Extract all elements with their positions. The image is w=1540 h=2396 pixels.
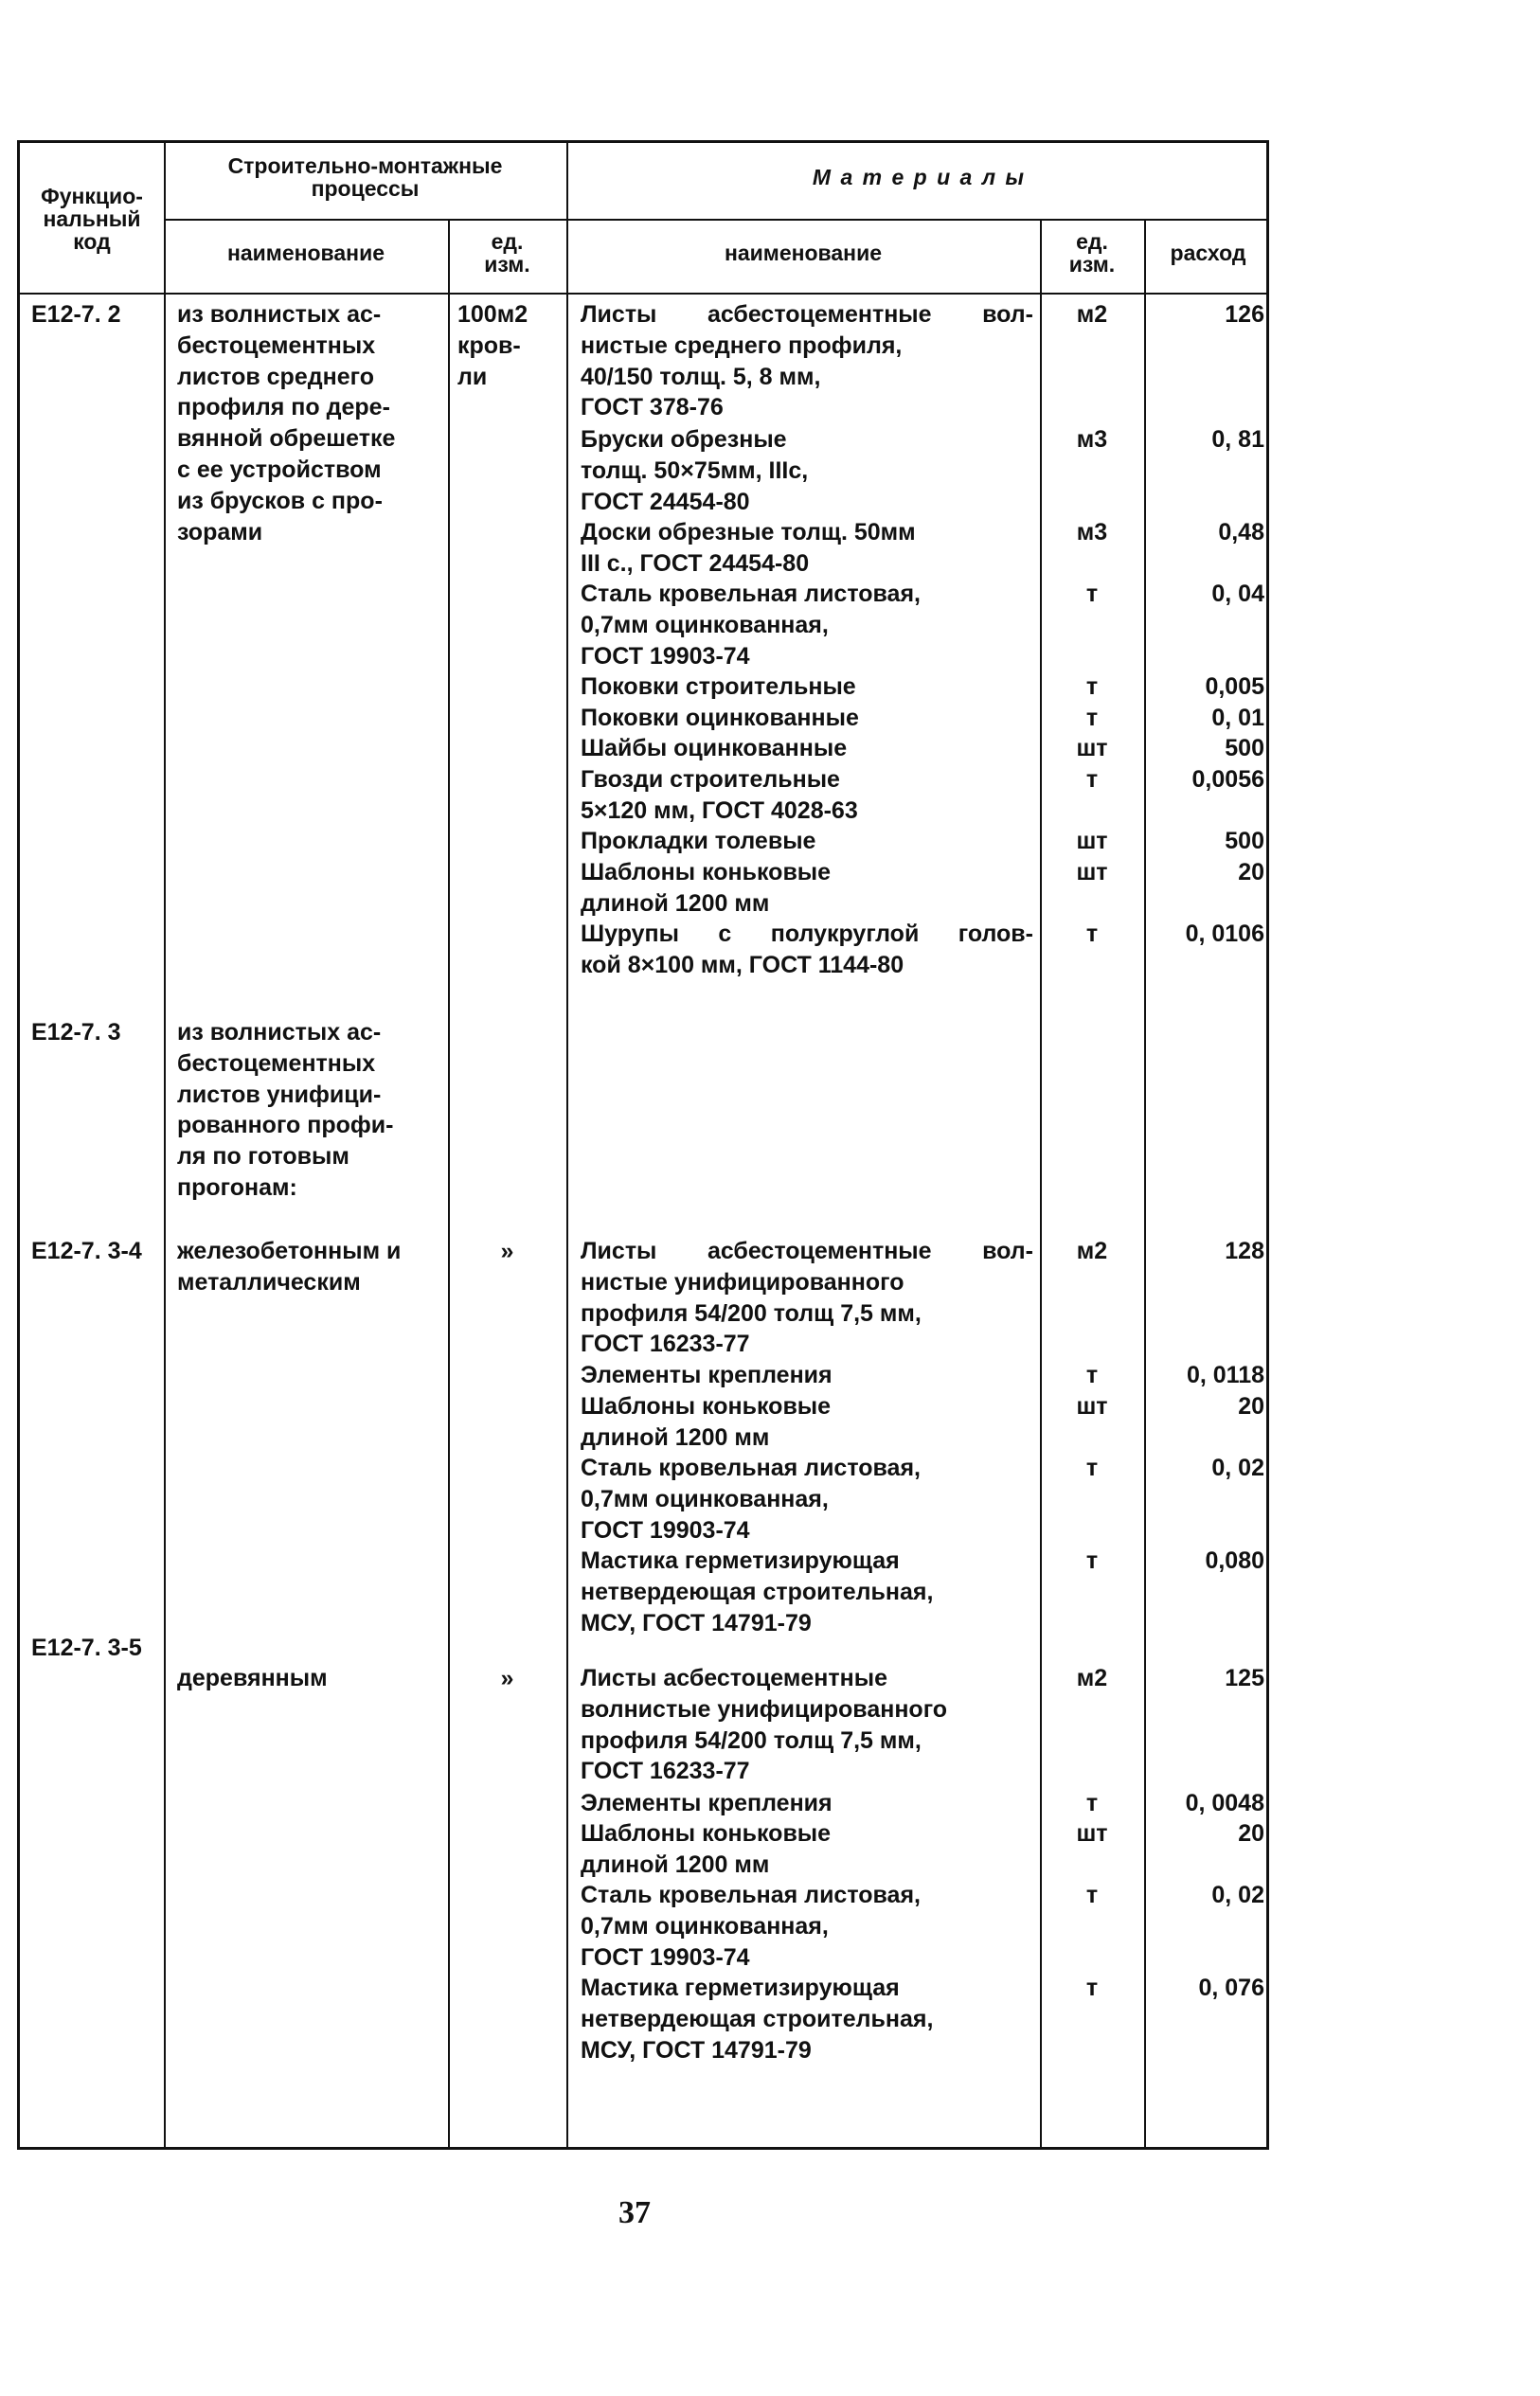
material-unit: шт xyxy=(1076,1393,1108,1420)
material-consumption: 126 xyxy=(1225,301,1264,328)
material-name-line: 5×120 мм, ГОСТ 4028-63 xyxy=(581,796,858,824)
material-unit: шт xyxy=(1076,1820,1108,1847)
material-name-line: Листы асбестоцементные xyxy=(581,1665,887,1691)
material-unit: шт xyxy=(1076,828,1108,854)
column-divider xyxy=(164,143,166,2147)
material-unit: шт xyxy=(1076,735,1108,761)
material-name-line: Поковки оцинкованные xyxy=(581,705,859,731)
material-name-line: Мастика герметизирующая xyxy=(581,1547,900,1574)
material-consumption: 20 xyxy=(1238,1393,1264,1420)
func-code: Е12-7. 2 xyxy=(31,301,121,328)
process-unit: 100м2 кров- ли xyxy=(457,301,528,390)
material-unit: т xyxy=(1085,921,1099,947)
material-name-line: Поковки строительные xyxy=(581,673,856,700)
material-consumption: 0, 0048 xyxy=(1185,1790,1264,1816)
material-name-line: профиля 54/200 толщ 7,5 мм, xyxy=(581,1726,922,1754)
material-name-line: Бруски обрезные xyxy=(581,426,787,453)
material-consumption: 0, 81 xyxy=(1211,426,1264,453)
material-name-line: Шайбы оцинкованные xyxy=(581,735,848,761)
material-unit: м3 xyxy=(1076,426,1108,453)
header-processes: Строительно-монтажные процессы xyxy=(227,153,503,201)
material-consumption: 0, 02 xyxy=(1211,1882,1264,1908)
material-consumption: 0,0056 xyxy=(1191,766,1264,793)
material-consumption: 500 xyxy=(1225,735,1264,761)
material-name-line: длиной 1200 мм xyxy=(581,1851,770,1878)
material-consumption: 0,005 xyxy=(1205,673,1264,700)
material-name-line: МСУ, ГОСТ 14791-79 xyxy=(581,2036,812,2064)
material-unit: т xyxy=(1085,1362,1099,1388)
process-name: из волнистых ас- бестоцементных листов унифици- рованного профи- ля по готовым прогонам: xyxy=(177,1019,394,1201)
material-name-line: волнистые унифицированного xyxy=(581,1695,948,1723)
material-name-line: длиной 1200 мм xyxy=(581,889,770,917)
material-name-line: 0,7мм оцинкованная, xyxy=(581,1485,829,1512)
material-name-line: Листы асбестоцементные вол- xyxy=(581,1238,1033,1264)
material-name-line: Шаблоны коньковые xyxy=(581,1393,832,1420)
column-divider xyxy=(566,143,568,2147)
material-name-line: нетвердеющая строительная, xyxy=(581,1578,934,1605)
material-unit: т xyxy=(1085,705,1099,731)
material-name-line: нистые среднего профиля, xyxy=(581,331,903,359)
material-name-line: ГОСТ 16233-77 xyxy=(581,1331,750,1358)
header-proc-name: наименование xyxy=(226,241,385,265)
material-consumption: 20 xyxy=(1238,859,1264,885)
material-consumption: 0, 0106 xyxy=(1185,921,1264,947)
material-consumption: 0,48 xyxy=(1218,519,1264,545)
process-name: деревянным xyxy=(177,1665,328,1691)
material-consumption: 0, 04 xyxy=(1211,581,1264,607)
header-func-code: Функцио- нальный код xyxy=(41,184,143,254)
material-unit: т xyxy=(1085,1455,1099,1481)
material-unit: м3 xyxy=(1076,519,1108,545)
material-unit: т xyxy=(1085,1790,1099,1816)
process-unit: » xyxy=(500,1665,514,1691)
process-unit: » xyxy=(500,1238,514,1264)
material-consumption: 0, 01 xyxy=(1211,705,1264,731)
header-divider xyxy=(164,219,1266,221)
material-name-line: Шаблоны коньковые xyxy=(581,1820,832,1847)
material-consumption: 0, 0118 xyxy=(1186,1362,1264,1388)
header-proc-unit: ед. изм. xyxy=(484,229,530,277)
material-name-line: ГОСТ 19903-74 xyxy=(581,1943,750,1971)
material-consumption: 0,080 xyxy=(1205,1547,1264,1574)
materials-table xyxy=(17,140,1269,2150)
material-name-line: ГОСТ 378-76 xyxy=(581,394,724,421)
material-consumption: 0, 076 xyxy=(1198,1975,1264,2001)
material-name-line: Шаблоны коньковые xyxy=(581,859,832,885)
material-name-line: 0,7мм оцинкованная, xyxy=(581,611,829,638)
material-name-line: ГОСТ 19903-74 xyxy=(581,642,750,670)
material-unit: м2 xyxy=(1076,1238,1108,1264)
material-name-line: Прокладки толевые xyxy=(581,828,816,854)
material-name-line: Сталь кровельная листовая, xyxy=(581,581,921,607)
material-consumption: 500 xyxy=(1225,828,1264,854)
material-name-line: ГОСТ 19903-74 xyxy=(581,1516,750,1544)
material-name-line: Элементы крепления xyxy=(581,1790,833,1816)
column-divider xyxy=(1144,219,1146,2147)
material-name-line: 40/150 толщ. 5, 8 мм, xyxy=(581,363,821,390)
material-name-line: Листы асбестоцементные вол- xyxy=(581,301,1033,328)
func-code: Е12-7. 3-5 xyxy=(31,1635,142,1661)
material-name-line: Гвозди строительные xyxy=(581,766,840,793)
header-mat-name: наименование xyxy=(724,241,883,265)
material-unit: т xyxy=(1085,1547,1099,1574)
material-unit: т xyxy=(1085,581,1099,607)
material-name-line: Мастика герметизирующая xyxy=(581,1975,900,2001)
material-unit: м2 xyxy=(1076,1665,1108,1691)
column-divider xyxy=(1040,219,1042,2147)
material-name-line: МСУ, ГОСТ 14791-79 xyxy=(581,1609,812,1636)
material-name-line: Сталь кровельная листовая, xyxy=(581,1455,921,1481)
material-consumption: 0, 02 xyxy=(1211,1455,1264,1481)
material-consumption: 128 xyxy=(1225,1238,1264,1264)
material-unit: т xyxy=(1085,1882,1099,1908)
func-code: Е12-7. 3 xyxy=(31,1019,121,1046)
process-name: железобетонным и металлическим xyxy=(177,1238,402,1296)
material-name-line: нетвердеющая строительная, xyxy=(581,2005,934,2032)
material-name-line: III с., ГОСТ 24454-80 xyxy=(581,549,810,577)
header-divider xyxy=(20,293,1266,295)
material-name-line: длиной 1200 мм xyxy=(581,1423,770,1451)
material-unit: т xyxy=(1085,1975,1099,2001)
material-name-line: Элементы крепления xyxy=(581,1362,833,1388)
material-name-line: 0,7мм оцинкованная, xyxy=(581,1912,829,1940)
process-name: из волнистых ас- бестоцементных листов среднего профиля по дере- вянной обрешетке с ее устройством из брусков с про- зорами xyxy=(177,301,396,545)
func-code: Е12-7. 3-4 xyxy=(31,1238,142,1264)
material-name-line: ГОСТ 24454-80 xyxy=(581,488,750,515)
column-divider xyxy=(448,219,450,2147)
material-name-line: кой 8×100 мм, ГОСТ 1144-80 xyxy=(581,951,904,978)
material-name-line: толщ. 50×75мм, IIIс, xyxy=(581,456,809,484)
material-unit: т xyxy=(1085,766,1099,793)
material-name-line: Шурупы с полукруглой голов- xyxy=(581,921,1033,947)
material-consumption: 20 xyxy=(1238,1820,1264,1847)
material-name-line: нистые унифицированного xyxy=(581,1268,904,1296)
page-number: 37 xyxy=(618,2195,651,2230)
header-materials: М а т е р и а л ы xyxy=(812,165,1027,189)
material-unit: шт xyxy=(1076,859,1108,885)
material-name-line: ГОСТ 16233-77 xyxy=(581,1758,750,1785)
material-consumption: 125 xyxy=(1225,1665,1264,1691)
header-mat-unit: ед. изм. xyxy=(1068,229,1116,277)
material-name-line: Сталь кровельная листовая, xyxy=(581,1882,921,1908)
material-unit: м2 xyxy=(1076,301,1108,328)
material-name-line: Доски обрезные толщ. 50мм xyxy=(581,519,916,545)
material-unit: т xyxy=(1085,673,1099,700)
header-mat-consumption: расход xyxy=(1170,241,1246,265)
material-name-line: профиля 54/200 толщ 7,5 мм, xyxy=(581,1299,922,1327)
